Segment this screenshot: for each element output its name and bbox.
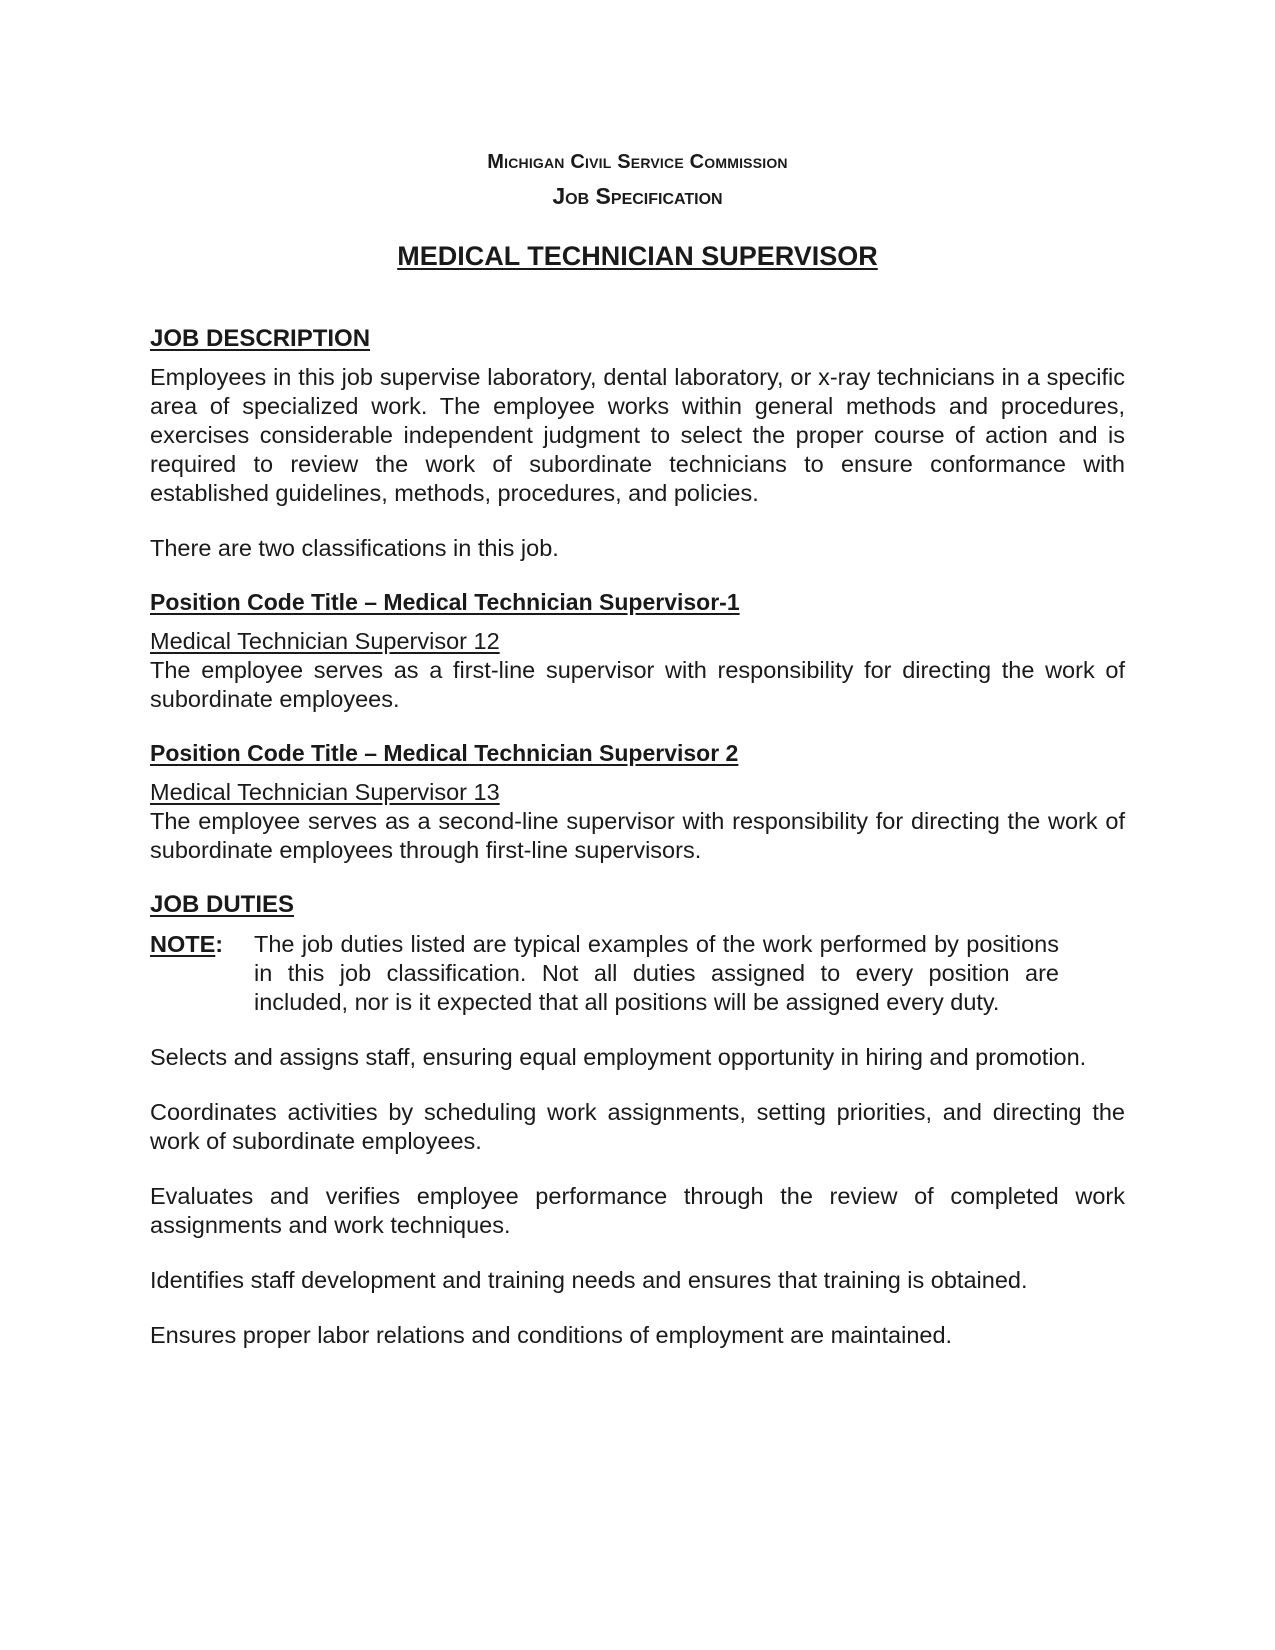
document-body [150,150,1125,1350]
position-description: The employee serves as a second-line supervisor with responsibility for directing the work of subordinate employees through first-line supervisors. [150,808,1125,863]
job-duties-heading: JOB DUTIES [150,891,295,918]
duty-item: Evaluates and verifies employee performance through the review of completed work assignments and work techniques. [150,1183,1125,1238]
document-type: Job Specification [552,183,723,209]
position-1 [150,588,1125,714]
job-description-paragraph: Employees in this job supervise laboratory, dental laboratory, or x-ray technicians in a specific area of specialized work. The employee works within general methods and procedures, exercises considerable independent judgment to select the proper course of action and is required to review the work of subordinate technicians to ensure conformance with established guidelines, methods, procedures, and policies. [150,364,1125,506]
position-code-title: Position Code Title – Medical Technician Supervisor-1 [150,589,740,615]
agency-name: Michigan Civil Service Commission [487,151,788,173]
job-title-text: MEDICAL TECHNICIAN SUPERVISOR [397,241,878,271]
job-title [150,240,1125,272]
duty-item: Coordinates activities by scheduling work assignments, setting priorities, and directing the work of subordinate employees. [150,1099,1125,1154]
note-text: The job duties listed are typical examples of the work performed by positions in this job classification. Not all duties assigned to every position are included, nor is it expected that all positions will be assigned every duty. [254,931,1059,1015]
position-subtitle: Medical Technician Supervisor 12 [150,628,500,654]
duty-item: Ensures proper labor relations and conditions of employment are maintained. [150,1322,953,1348]
position-description: The employee serves as a first-line supervisor with responsibility for directing the work of subordinate employees. [150,657,1125,712]
note-label-text: NOTE [150,931,216,957]
job-duties-note [150,930,1125,1017]
note-colon: : [215,931,224,957]
classifications-note: There are two classifications in this job. [150,535,559,561]
job-description-heading: JOB DESCRIPTION [150,325,371,352]
duty-item: Identifies staff development and training needs and ensures that training is obtained. [150,1267,1028,1293]
note-label [150,930,254,1017]
duty-item: Selects and assigns staff, ensuring equal employment opportunity in hiring and promotion. [150,1044,1087,1070]
position-code-title: Position Code Title – Medical Technician Supervisor 2 [150,740,739,766]
position-2 [150,739,1125,865]
position-subtitle: Medical Technician Supervisor 13 [150,779,500,805]
